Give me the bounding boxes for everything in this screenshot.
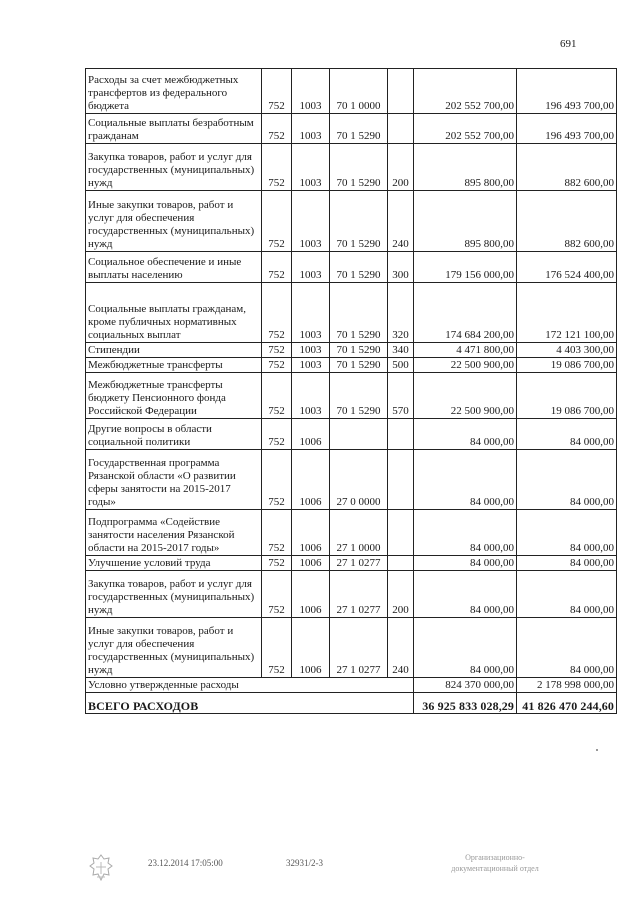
amount-2016: 84 000,00 — [414, 419, 517, 450]
expense-type-code: 500 — [388, 358, 414, 373]
ministry-code: 752 — [262, 191, 292, 252]
conditional-amount-2016: 824 370 000,00 — [414, 678, 517, 693]
expense-type-code — [388, 114, 414, 144]
org-stamp — [440, 852, 550, 874]
amount-2017: 196 493 700,00 — [517, 114, 617, 144]
expense-type-code: 200 — [388, 571, 414, 618]
section-code: 1003 — [292, 144, 330, 191]
target-code: 27 1 0000 — [330, 510, 388, 556]
footer-doc-number: 32931/2-3 — [286, 858, 323, 868]
amount-2017: 882 600,00 — [517, 191, 617, 252]
section-code: 1003 — [292, 114, 330, 144]
page-number: 691 — [560, 38, 577, 50]
amount-2016: 895 800,00 — [414, 144, 517, 191]
section-code: 1006 — [292, 510, 330, 556]
expense-type-code — [388, 69, 414, 114]
row-name: Социальное обеспечение и иные выплаты населению — [86, 252, 262, 283]
amount-2017: 19 086 700,00 — [517, 358, 617, 373]
amount-2016: 202 552 700,00 — [414, 114, 517, 144]
section-code: 1006 — [292, 618, 330, 678]
amount-2017: 84 000,00 — [517, 556, 617, 571]
ministry-code: 752 — [262, 618, 292, 678]
ministry-code: 752 — [262, 358, 292, 373]
ministry-code: 752 — [262, 114, 292, 144]
total-amount-2017: 41 826 470 244,60 — [517, 693, 617, 714]
row-name: Социальные выплаты безработным гражданам — [86, 114, 262, 144]
amount-2017: 84 000,00 — [517, 571, 617, 618]
row-name: Расходы за счет межбюджетных трансфертов из федерального бюджета — [86, 69, 262, 114]
section-code: 1003 — [292, 358, 330, 373]
ministry-code: 752 — [262, 571, 292, 618]
target-code: 70 1 5290 — [330, 343, 388, 358]
target-code: 70 1 5290 — [330, 114, 388, 144]
expense-type-code: 570 — [388, 373, 414, 419]
target-code: 27 1 0277 — [330, 571, 388, 618]
section-code: 1006 — [292, 419, 330, 450]
expense-type-code: 200 — [388, 144, 414, 191]
ministry-code: 752 — [262, 252, 292, 283]
row-name: Улучшение условий труда — [86, 556, 262, 571]
amount-2016: 202 552 700,00 — [414, 69, 517, 114]
conditional-expenses-row — [86, 678, 617, 693]
amount-2016: 895 800,00 — [414, 191, 517, 252]
row-name: Иные закупки товаров, работ и услуг для обеспечения государственных (муниципальных) нужд — [86, 191, 262, 252]
amount-2017: 84 000,00 — [517, 510, 617, 556]
ministry-code: 752 — [262, 283, 292, 343]
section-code: 1003 — [292, 373, 330, 419]
expense-type-code — [388, 450, 414, 510]
expense-type-code — [388, 419, 414, 450]
amount-2017: 882 600,00 — [517, 144, 617, 191]
table-row — [86, 283, 617, 343]
row-name: Государственная программа Рязанской области «О развитии сферы занятости на 2015-2017 годы» — [86, 450, 262, 510]
expense-type-code: 240 — [388, 618, 414, 678]
section-code: 1006 — [292, 556, 330, 571]
expense-type-code: 300 — [388, 252, 414, 283]
target-code: 70 1 5290 — [330, 283, 388, 343]
total-row — [86, 693, 617, 714]
row-name: Межбюджетные трансферты бюджету Пенсионного фонда Российской Федерации — [86, 373, 262, 419]
table-row — [86, 556, 617, 571]
section-code: 1003 — [292, 191, 330, 252]
target-code — [330, 419, 388, 450]
amount-2016: 84 000,00 — [414, 618, 517, 678]
row-name: Закупка товаров, работ и услуг для государственных (муниципальных) нужд — [86, 144, 262, 191]
target-code: 27 0 0000 — [330, 450, 388, 510]
amount-2016: 84 000,00 — [414, 571, 517, 618]
expense-type-code: 340 — [388, 343, 414, 358]
target-code: 70 1 5290 — [330, 373, 388, 419]
table-row — [86, 419, 617, 450]
target-code: 70 1 5290 — [330, 252, 388, 283]
scan-speck — [596, 749, 598, 751]
ministry-code: 752 — [262, 69, 292, 114]
table-row — [86, 343, 617, 358]
amount-2016: 84 000,00 — [414, 510, 517, 556]
ministry-code: 752 — [262, 556, 292, 571]
target-code: 70 1 5290 — [330, 144, 388, 191]
table-row — [86, 510, 617, 556]
ministry-code: 752 — [262, 419, 292, 450]
amount-2017: 84 000,00 — [517, 419, 617, 450]
amount-2016: 179 156 000,00 — [414, 252, 517, 283]
row-name: Закупка товаров, работ и услуг для государственных (муниципальных) нужд — [86, 571, 262, 618]
table-row — [86, 618, 617, 678]
total-label: ВСЕГО РАСХОДОВ — [86, 693, 414, 714]
section-code: 1003 — [292, 69, 330, 114]
row-name: Иные закупки товаров, работ и услуг для обеспечения государственных (муниципальных) нужд — [86, 618, 262, 678]
amount-2016: 4 471 800,00 — [414, 343, 517, 358]
table-row — [86, 450, 617, 510]
section-code: 1006 — [292, 450, 330, 510]
ministry-code: 752 — [262, 450, 292, 510]
expense-type-code — [388, 510, 414, 556]
table-row — [86, 252, 617, 283]
table-row — [86, 144, 617, 191]
amount-2017: 19 086 700,00 — [517, 373, 617, 419]
budget-table — [85, 68, 617, 714]
amount-2017: 84 000,00 — [517, 618, 617, 678]
total-amount-2016: 36 925 833 028,29 — [414, 693, 517, 714]
row-name: Межбюджетные трансферты — [86, 358, 262, 373]
row-name: Подпрограмма «Содействие занятости населения Рязанской области на 2015-2017 годы» — [86, 510, 262, 556]
table-row — [86, 571, 617, 618]
footer-datetime: 23.12.2014 17:05:00 — [148, 858, 223, 868]
stamp-line-1: Организационно- — [465, 853, 525, 862]
ministry-code: 752 — [262, 373, 292, 419]
table-row — [86, 358, 617, 373]
table-row — [86, 69, 617, 114]
table-row — [86, 114, 617, 144]
target-code: 70 1 0000 — [330, 69, 388, 114]
amount-2016: 174 684 200,00 — [414, 283, 517, 343]
stamp-line-2: документационный отдел — [451, 864, 539, 873]
amount-2017: 176 524 400,00 — [517, 252, 617, 283]
amount-2017: 172 121 100,00 — [517, 283, 617, 343]
amount-2017: 196 493 700,00 — [517, 69, 617, 114]
section-code: 1003 — [292, 343, 330, 358]
conditional-expenses-label: Условно утвержденные расходы — [86, 678, 414, 693]
ministry-code: 752 — [262, 510, 292, 556]
expense-type-code — [388, 556, 414, 571]
ministry-code: 752 — [262, 144, 292, 191]
table-row — [86, 373, 617, 419]
coat-of-arms-icon — [88, 853, 114, 883]
conditional-amount-2017: 2 178 998 000,00 — [517, 678, 617, 693]
target-code: 27 1 0277 — [330, 618, 388, 678]
amount-2016: 84 000,00 — [414, 450, 517, 510]
amount-2017: 84 000,00 — [517, 450, 617, 510]
target-code: 70 1 5290 — [330, 191, 388, 252]
amount-2017: 4 403 300,00 — [517, 343, 617, 358]
row-name: Другие вопросы в области социальной политики — [86, 419, 262, 450]
expense-type-code: 240 — [388, 191, 414, 252]
row-name: Социальные выплаты гражданам, кроме публичных нормативных социальных выплат — [86, 283, 262, 343]
target-code: 27 1 0277 — [330, 556, 388, 571]
section-code: 1003 — [292, 252, 330, 283]
section-code: 1006 — [292, 571, 330, 618]
amount-2016: 22 500 900,00 — [414, 358, 517, 373]
target-code: 70 1 5290 — [330, 358, 388, 373]
amount-2016: 22 500 900,00 — [414, 373, 517, 419]
ministry-code: 752 — [262, 343, 292, 358]
row-name: Стипендии — [86, 343, 262, 358]
amount-2016: 84 000,00 — [414, 556, 517, 571]
section-code: 1003 — [292, 283, 330, 343]
table-row — [86, 191, 617, 252]
expense-type-code: 320 — [388, 283, 414, 343]
